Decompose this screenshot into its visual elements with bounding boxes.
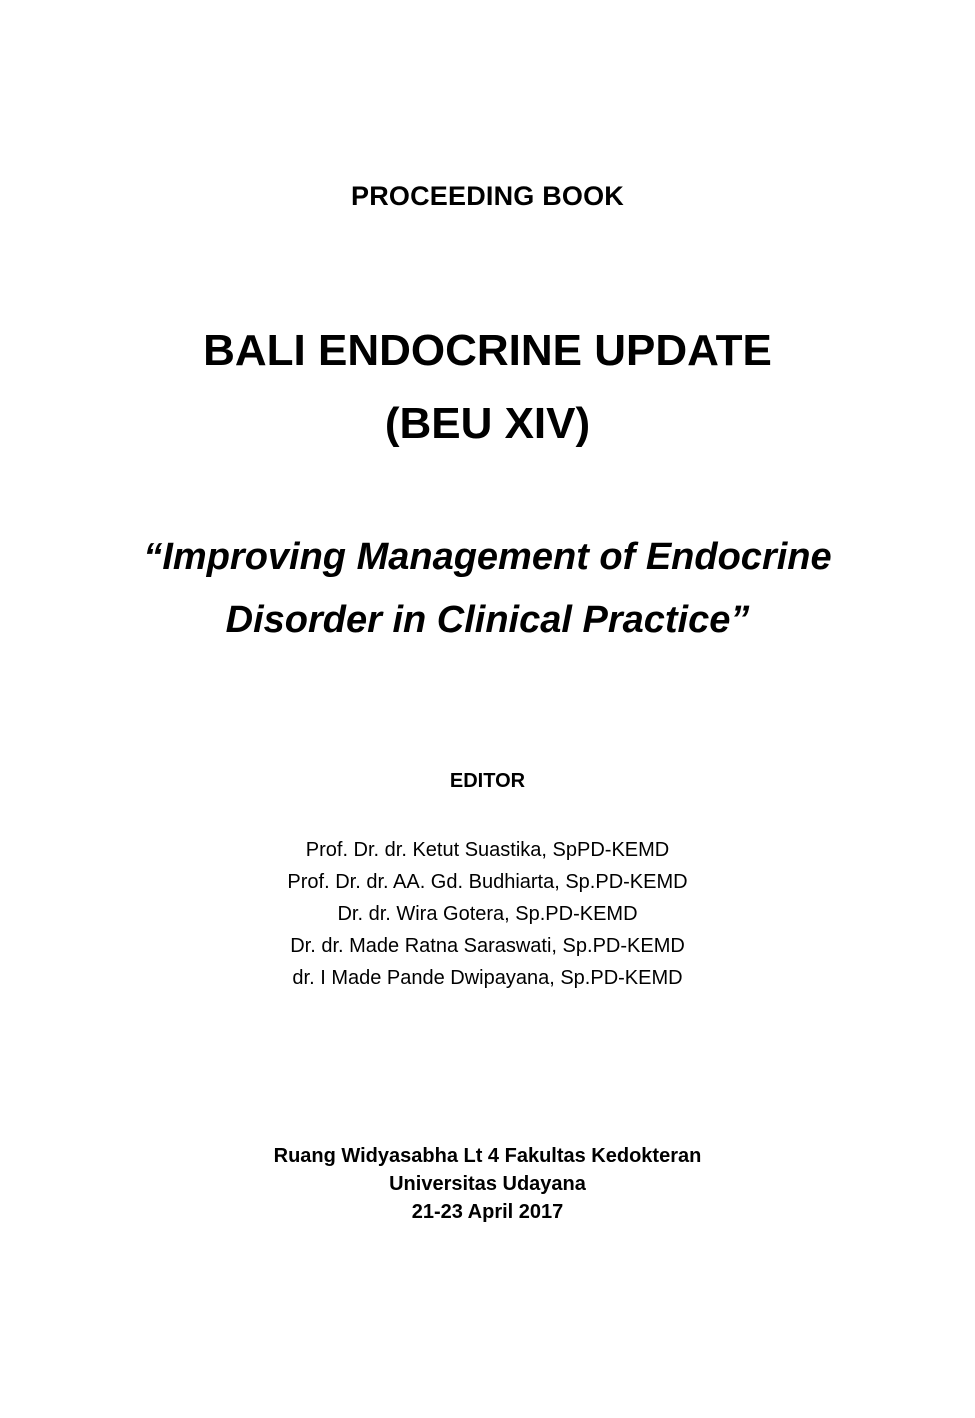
venue-line: Ruang Widyasabha Lt 4 Fakultas Kedokteran: [273, 1145, 702, 1167]
document-title: [0, 314, 975, 460]
theme-line: Disorder in Clinical Practice”: [225, 599, 750, 641]
document-theme: [0, 526, 975, 652]
editor-name: Dr. dr. Wira Gotera, Sp.PD-KEMD: [337, 903, 638, 925]
event-date: 21-23 April 2017: [411, 1201, 564, 1223]
editor-heading: EDITOR: [449, 770, 526, 792]
editor-name: Prof. Dr. dr. Ketut Suastika, SpPD-KEMD: [305, 839, 670, 861]
document-type-heading: PROCEEDING BOOK: [350, 181, 625, 211]
title-line: BALI ENDOCRINE UPDATE: [203, 326, 772, 375]
editor-name: dr. I Made Pande Dwipayana, Sp.PD-KEMD: [292, 967, 683, 989]
editor-name: Dr. dr. Made Ratna Saraswati, Sp.PD-KEMD: [290, 935, 685, 957]
venue-line: Universitas Udayana: [389, 1173, 586, 1195]
title-line: (BEU XIV): [384, 399, 591, 448]
theme-line: “Improving Management of Endocrine: [143, 536, 832, 578]
editor-name: Prof. Dr. dr. AA. Gd. Budhiarta, Sp.PD-KEMD: [287, 871, 688, 893]
venue-block: [0, 1142, 975, 1226]
editor-list: [0, 834, 975, 994]
